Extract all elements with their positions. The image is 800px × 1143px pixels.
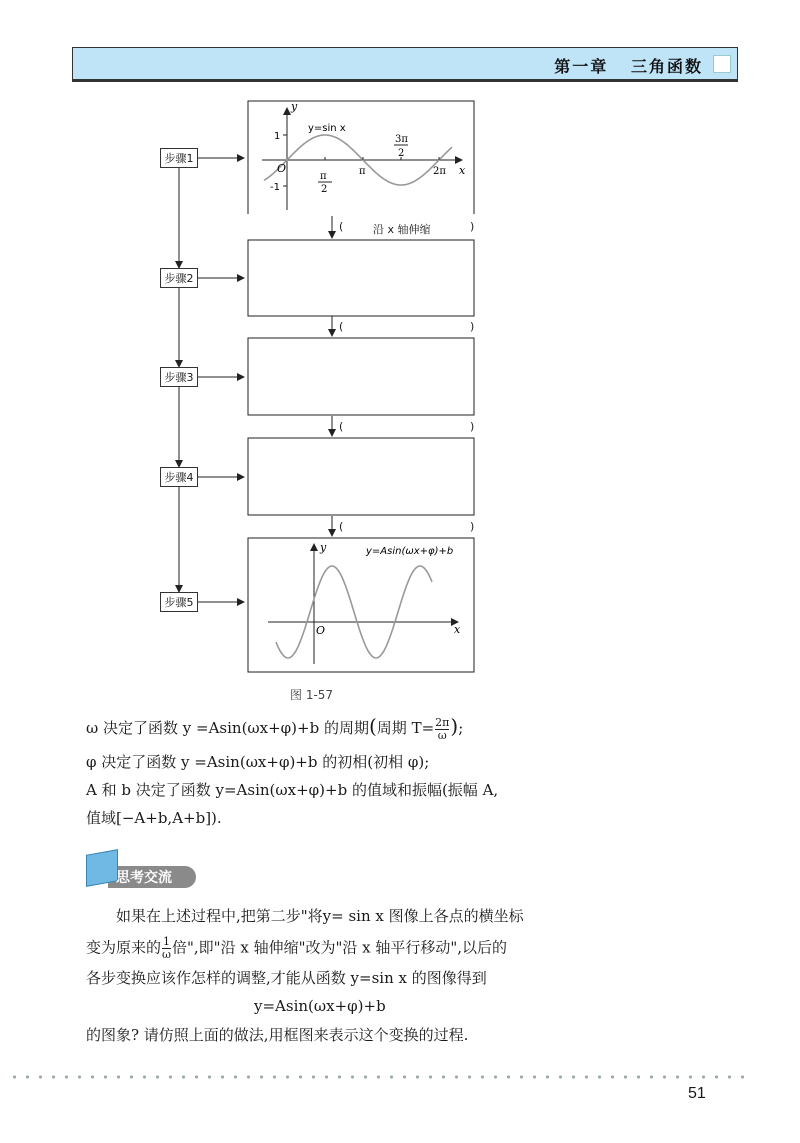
badge-text: 思考交流: [116, 870, 172, 886]
graph1-pi-label: π: [359, 166, 366, 177]
question-line-1: 如果在上述过程中,把第二步"将y= sin x 图像上各点的横坐标: [116, 907, 524, 925]
q2-text-a: 变为原来的: [86, 938, 162, 957]
graph5-y-label: y: [320, 541, 327, 554]
p1-fraction-den: ω: [437, 728, 447, 742]
step2-box: [248, 240, 474, 316]
graph5-box: [248, 538, 474, 672]
arrow4-close-paren: ): [470, 520, 475, 533]
graph1-tick-one: 1: [274, 131, 281, 142]
arrow3-open-paren: (: [339, 420, 344, 433]
chapter-title: 第一章 三角函数: [554, 57, 703, 76]
arrow1-text: 沿 x 轴伸缩: [373, 223, 431, 236]
graph1-x-label: x: [459, 164, 466, 177]
q2-text-b: 倍",即"沿 x 轴伸缩"改为"沿 x 轴平行移动",以后的: [172, 938, 508, 957]
step4-label: 步骤4: [160, 467, 198, 487]
graph1-y-label: y: [291, 100, 298, 113]
step1-label: 步骤1: [160, 148, 198, 168]
question-formula: y=Asin(ωx+φ)+b: [254, 997, 386, 1015]
q2-fraction-den: ω: [162, 948, 171, 961]
figure-caption: 图 1-57: [290, 688, 334, 702]
arrow1-close-paren: ): [470, 220, 475, 233]
cube-icon: [86, 849, 118, 887]
graph1-two-pi-label: 2π: [433, 166, 446, 177]
q2-fraction-num: 1: [163, 935, 170, 948]
graph1-half-pi-num: π: [320, 171, 327, 182]
p1-period-label: 周期 T=: [376, 719, 435, 737]
footer-dotted-rule: [8, 1075, 748, 1079]
p1-fraction: [435, 717, 449, 742]
step4-box: [248, 438, 474, 515]
think-discuss-badge: [86, 852, 198, 888]
graph1-origin: O: [277, 162, 287, 175]
graph1-tick-minus-one: -1: [270, 182, 280, 193]
arrow3-close-paren: ): [470, 420, 475, 433]
paragraph-phi: φ 决定了函数 y =Asin(ωx+φ)+b 的初相(初相 φ);: [86, 753, 430, 771]
graph1-half-pi-den: 2: [321, 184, 328, 195]
page-number: 51: [688, 1085, 706, 1102]
step3-label: 步骤3: [160, 367, 198, 387]
paragraph-range: 值域[−A+b,A+b]).: [86, 809, 222, 827]
step3-box: [248, 338, 474, 415]
p1-fraction-num: 2π: [435, 715, 450, 729]
arrow2-close-paren: ): [470, 320, 475, 333]
graph5-curve-label: y=Asin(ωx+φ)+b: [366, 546, 454, 557]
question-line-3: 各步变换应该作怎样的调整,才能从函数 y=sin x 的图像得到: [86, 969, 487, 987]
question-line-5: 的图象? 请仿照上面的做法,用框图来表示这个变换的过程.: [86, 1026, 469, 1044]
graph5-x-label: x: [454, 623, 461, 636]
p1-end: ;: [458, 719, 464, 737]
question-line-2: [86, 936, 507, 961]
arrow4-open-paren: (: [339, 520, 344, 533]
paragraph-omega: ω 决定了函数 y =Asin(ωx+φ)+b 的周期(周期 T= $\frac{2\pi}{\omega}$ );: [86, 714, 464, 742]
step2-label: 步骤2: [160, 268, 198, 288]
q2-fraction: [162, 936, 171, 961]
graph5-origin: O: [316, 624, 326, 637]
arrow2-open-paren: (: [339, 320, 344, 333]
graph1-three-half-num: 3π: [395, 134, 408, 145]
graph5-sine-curve: [276, 566, 432, 658]
paragraph-a-b: A 和 b 决定了函数 y=Asin(ωx+φ)+b 的值域和振幅(振幅 A,: [86, 781, 499, 799]
graph1-curve-label: y=sin x: [308, 123, 346, 134]
arrow1-open-paren: (: [339, 220, 344, 233]
p1-text: ω 决定了函数 y =Asin(ωx+φ)+b 的周期: [86, 719, 369, 737]
step5-label: 步骤5: [160, 592, 198, 612]
graph1-three-half-den: 2: [398, 148, 405, 159]
